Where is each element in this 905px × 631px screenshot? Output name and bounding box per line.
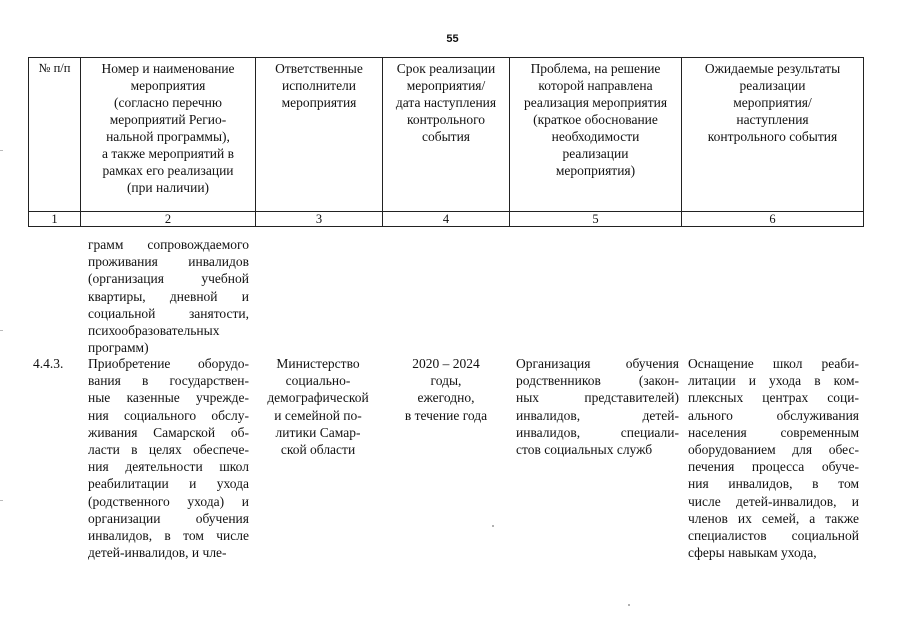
column-number: 6 bbox=[682, 212, 864, 227]
text-line: Ожидаемые результаты bbox=[704, 61, 841, 76]
text-line: (согласно перечню bbox=[114, 95, 222, 110]
header-term bbox=[383, 58, 510, 212]
text-line: проживания инвалидов bbox=[88, 254, 249, 270]
text-line: в течение года bbox=[404, 407, 488, 423]
text-line: ального обслуживания bbox=[688, 407, 859, 423]
text-line: социально- bbox=[285, 373, 351, 389]
header-problem bbox=[510, 58, 682, 212]
scan-speck bbox=[628, 604, 630, 606]
text-line: ния инвалидов, в том bbox=[688, 476, 859, 492]
text-line: стов социальных служб bbox=[516, 442, 653, 458]
text-line: (организация учебной bbox=[88, 271, 249, 287]
text-line: печения процесса обуче- bbox=[688, 459, 859, 475]
text-line: (родственного ухода) и bbox=[88, 493, 249, 509]
column-number: 5 bbox=[510, 212, 682, 227]
text-line: грамм сопровождаемого bbox=[88, 237, 249, 252]
text-line: контрольного bbox=[406, 112, 486, 127]
continuation-text bbox=[88, 236, 249, 356]
column-number: 4 bbox=[383, 212, 510, 227]
text-line: вания в государствен- bbox=[88, 373, 249, 389]
text-line: события bbox=[421, 129, 470, 144]
text-line: рамках его реализации bbox=[102, 163, 234, 178]
text-line: (при наличии) bbox=[126, 180, 210, 195]
text-line: Ответственные bbox=[275, 61, 363, 76]
text-line: мероприятия bbox=[281, 95, 357, 110]
margin-mark bbox=[0, 150, 3, 151]
text-line: психообразовательных bbox=[88, 323, 220, 339]
text-line: демографической bbox=[267, 390, 369, 406]
text-line: Срок реализации bbox=[396, 61, 496, 76]
text-line: реабилитации и ухода bbox=[88, 476, 249, 492]
text-line: социальной занятости, bbox=[88, 305, 249, 321]
text-line: ния деятельности школ bbox=[88, 459, 249, 475]
text-line: а также мероприятий в bbox=[101, 146, 235, 161]
text-line: организации обучения bbox=[88, 510, 249, 526]
text-line: инвалидов, в том числе bbox=[88, 528, 249, 544]
text-line: инвалидов, специали- bbox=[516, 424, 679, 440]
text-line: исполнители bbox=[281, 78, 357, 93]
text-line: мероприятия) bbox=[555, 163, 636, 178]
text-line: 2020 – 2024 bbox=[412, 356, 480, 371]
text-line: Приобретение оборудо- bbox=[88, 356, 249, 371]
executor-text bbox=[258, 355, 378, 458]
row-number: 4.4.3. bbox=[33, 356, 64, 371]
problem-text bbox=[516, 355, 679, 458]
text-line: ежегодно, bbox=[417, 390, 475, 406]
text-line: дата наступления bbox=[395, 95, 497, 110]
text-line: реализация мероприятия bbox=[523, 95, 668, 110]
text-line: Организация обучения bbox=[516, 356, 679, 371]
text-line: плексных центрах соци- bbox=[688, 390, 859, 406]
text-line: необходимости bbox=[551, 129, 640, 144]
margin-mark bbox=[0, 330, 3, 331]
text-line: ласти в целях обеспече- bbox=[88, 442, 249, 458]
text-line: контрольного события bbox=[707, 129, 838, 144]
text-line: которой направлена bbox=[538, 78, 653, 93]
column-number: 3 bbox=[256, 212, 383, 227]
text-line: программ) bbox=[88, 340, 149, 356]
column-number: 1 bbox=[29, 212, 81, 227]
text-line: ской области bbox=[280, 442, 356, 458]
text-line: Министерство bbox=[276, 356, 360, 371]
text-line: ные казенные учрежде- bbox=[88, 390, 249, 406]
text-line: мероприятий Регио- bbox=[109, 112, 227, 127]
text-line: детей-инвалидов, и чле- bbox=[88, 545, 227, 561]
text-line: членов их семей, а также bbox=[688, 510, 859, 526]
text-line: родственников (закон- bbox=[516, 373, 679, 389]
text-line: инвалидов, детей- bbox=[516, 407, 679, 423]
text-line: реализации bbox=[562, 146, 629, 161]
text-line: реализации bbox=[739, 78, 806, 93]
text-line: мероприятия/ bbox=[733, 95, 812, 110]
text-line: ных представителей) bbox=[516, 390, 679, 406]
text-line: числе детей-инвалидов, и bbox=[688, 493, 859, 509]
text-line: оборудованием для обес- bbox=[688, 442, 859, 458]
header-event-name bbox=[81, 58, 256, 212]
column-number: 2 bbox=[81, 212, 256, 227]
term-text bbox=[385, 355, 507, 424]
page-number: 55 bbox=[446, 33, 459, 45]
text-line: литики Самар- bbox=[275, 424, 361, 440]
text-line: (краткое обоснование bbox=[533, 112, 658, 127]
text-line: специалистов социальной bbox=[688, 528, 859, 544]
text-line: литации и ухода в ком- bbox=[688, 373, 859, 389]
text-line: нальной программы), bbox=[106, 129, 230, 144]
text-line: и семейной по- bbox=[274, 407, 362, 423]
text-line: мероприятия bbox=[130, 78, 206, 93]
event-name-text bbox=[88, 355, 249, 561]
header-expected-results bbox=[682, 58, 864, 212]
text-line: мероприятия/ bbox=[406, 78, 486, 93]
text-line: наступления bbox=[736, 112, 809, 127]
text-line: ния социального обслу- bbox=[88, 407, 249, 423]
text-line: Проблема, на решение bbox=[530, 61, 661, 76]
text-line: квартиры, дневной и bbox=[88, 288, 249, 304]
expected-results-text bbox=[688, 355, 859, 561]
text-line: сферы навыкам ухода, bbox=[688, 545, 817, 561]
margin-mark bbox=[0, 500, 3, 501]
header-executors bbox=[256, 58, 383, 212]
text-line: годы, bbox=[430, 373, 462, 389]
text-line: живания Самарской об- bbox=[88, 424, 249, 440]
text-line: Оснащение школ реаби- bbox=[688, 356, 859, 371]
text-line: Номер и наименование bbox=[101, 61, 235, 76]
scan-speck bbox=[492, 525, 494, 527]
text-line: населения современным bbox=[688, 424, 859, 440]
table-header bbox=[28, 57, 864, 227]
header-number: № п/п bbox=[29, 58, 81, 212]
